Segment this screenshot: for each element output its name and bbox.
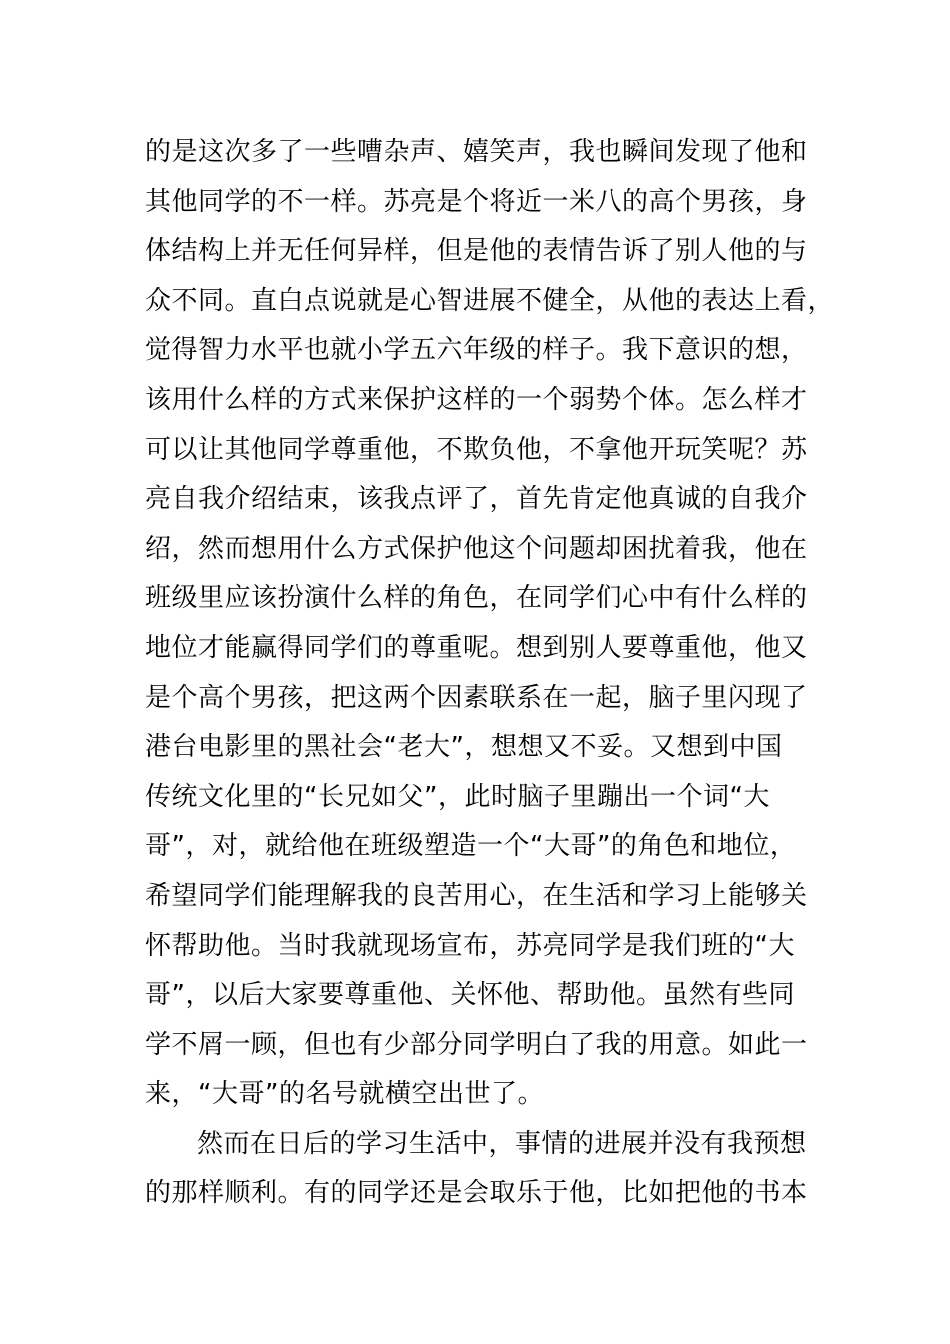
text-line: 是个高个男孩，把这两个因素联系在一起，脑子里闪现了 <box>145 682 808 713</box>
text-line: 学不屑一顾，但也有少部分同学明白了我的用意。如此一 <box>145 1029 808 1060</box>
text-line: 传统文化里的“长兄如父”，此时脑子里蹦出一个词“大 <box>145 781 770 812</box>
text-line: 班级里应该扮演什么样的角色，在同学们心中有什么样的 <box>145 583 808 614</box>
text-line: 的那样顺利。有的同学还是会取乐于他，比如把他的书本 <box>145 1178 808 1209</box>
text-line: 的是这次多了一些嘈杂声、嬉笑声，我也瞬间发现了他和 <box>145 137 808 167</box>
body-text <box>145 128 835 1219</box>
text-line: 可以让其他同学尊重他，不欺负他，不拿他开玩笑呢？苏 <box>145 434 808 465</box>
text-line: 亮自我介绍结束，该我点评了，首先肯定他真诚的自我介 <box>145 484 808 515</box>
text-line: 其他同学的不一样。苏亮是个将近一米八的高个男孩，身 <box>145 186 808 217</box>
text-line: 绍，然而想用什么方式保护他这个问题却困扰着我，他在 <box>145 533 808 564</box>
text-line: 体结构上并无任何异样，但是他的表情告诉了别人他的与 <box>145 236 808 267</box>
text-line: 众不同。直白点说就是心智进展不健全，从他的表达上看， <box>145 285 835 316</box>
text-line: 觉得智力水平也就小学五六年级的样子。我下意识的想， <box>145 335 808 366</box>
text-line: 哥”，对，就给他在班级塑造一个“大哥”的角色和地位， <box>145 831 797 862</box>
text-line: 哥”，以后大家要尊重他、关怀他、帮助他。虽然有些同 <box>145 980 795 1011</box>
text-line: 港台电影里的黑社会“老大”，想想又不妥。又想到中国 <box>145 732 783 763</box>
text-line: 怀帮助他。当时我就现场宣布，苏亮同学是我们班的“大 <box>145 930 795 961</box>
text-line: 希望同学们能理解我的良苦用心，在生活和学习上能够关 <box>145 880 808 911</box>
text-line: 来，“大哥”的名号就横空出世了。 <box>145 1079 544 1110</box>
text-line: 该用什么样的方式来保护这样的一个弱势个体。怎么样才 <box>145 384 808 415</box>
paragraph-first-line: 然而在日后的学习生活中，事情的进展并没有我预想 <box>197 1128 807 1159</box>
text-line: 地位才能赢得同学们的尊重呢。想到别人要尊重他，他又 <box>145 632 808 663</box>
